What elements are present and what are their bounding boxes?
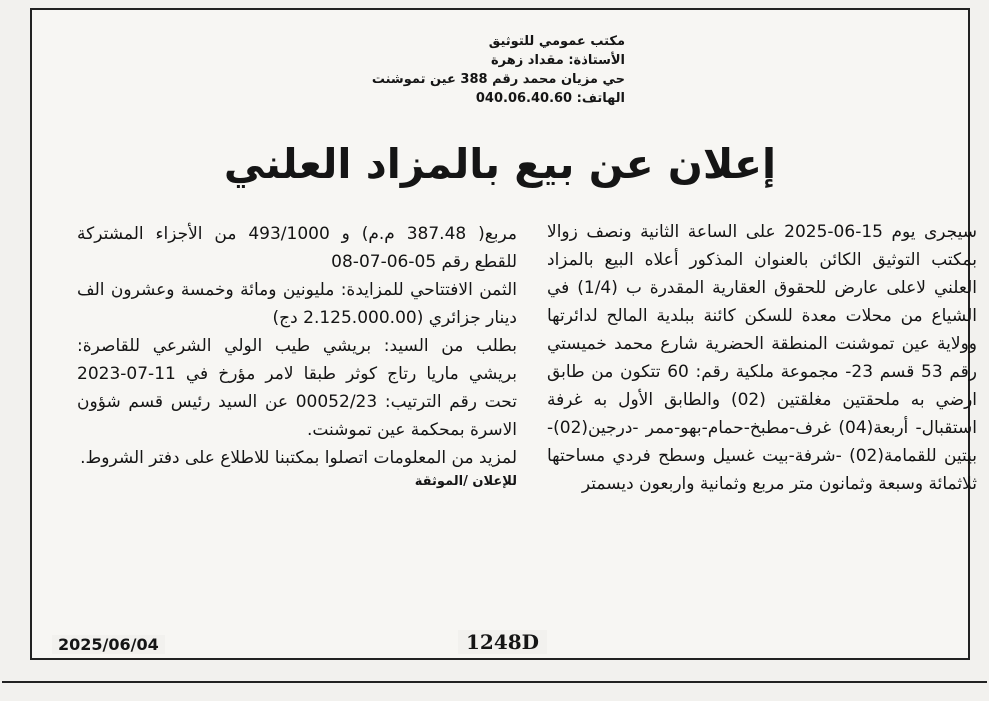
left-column xyxy=(77,220,517,492)
publication-date: 2025/06/04 xyxy=(52,635,165,654)
office-phone: الهاتف: 040.06.40.60 xyxy=(475,91,625,106)
notice-code: 1248D xyxy=(458,630,547,654)
starting-price: الثمن الافتتاحي للمزايدة: مليونين ومائة وخمسة وعشرون الف دينار جزائري (2.125.000.00 دج) xyxy=(77,280,517,328)
notice-title: إعلان عن بيع بالمزاد العلني xyxy=(223,140,777,188)
notary-header xyxy=(32,32,968,108)
notice-frame xyxy=(30,8,978,660)
contact-info: لمزيد من المعلومات اتصلوا بمكتبنا للاطلاع على دفتر الشروط. xyxy=(80,448,517,468)
auction-details: سيجرى يوم 15-06-2025 على الساعة الثانية ونصف زوالا بمكتب التوثيق الكائن بالعنوان المذكور أعلاه البيع بالمزاد العلني لاعلى عارض للحقوق العقارية المقدرة ب (1/4) في الشياع من محلات معدة للسكن كائنة ببلدية المالح لدائرتها وولاية عين تموشنت المنطقة الحضرية شارع محمد خميستي رقم 53 قسم 23- مجموعة ملكية رقم: 60 تتكون من طابق ارضي به ملحقتين مغلقتين (02) والطابق الأول به غرفة استقبال- أربعة(04) غرف-مطبخ-حمام-بهو-ممر -درجين(02)-بيتين للقمامة(02) -شرفة-بيت غسيل وسطح فردي مساحتها ثلاثمائة وسبعة وثمانون متر مربع وثمانية واربعون ديسمتر xyxy=(547,222,978,494)
office-name: مكتب عمومي للتوثيق xyxy=(488,34,625,49)
area-shares: مربع( 387.48 م.م) و 493/1000 من الأجزاء المشتركة للقطع رقم 05-06-07-08 xyxy=(77,224,517,272)
office-address: حي مزيان محمد رقم 388 عين تموشنت xyxy=(371,72,625,87)
right-column xyxy=(547,218,977,498)
signature: للإعلان /الموثقة xyxy=(414,474,517,489)
bottom-divider xyxy=(2,681,987,683)
requester: بطلب من السيد: بريشي طيب الولي الشرعي للقاصرة: بريشي ماريا رتاج كوثر طبقا لامر مؤرخ في 11-07-2023 تحت رقم الترتيب: 00052/23 عن السيد رئيس قسم شؤون الاسرة بمحكمة عين تموشنت. xyxy=(77,336,517,440)
footer-bar xyxy=(30,630,970,662)
notary-name: الأستاذة: مقداد زهرة xyxy=(490,53,625,68)
